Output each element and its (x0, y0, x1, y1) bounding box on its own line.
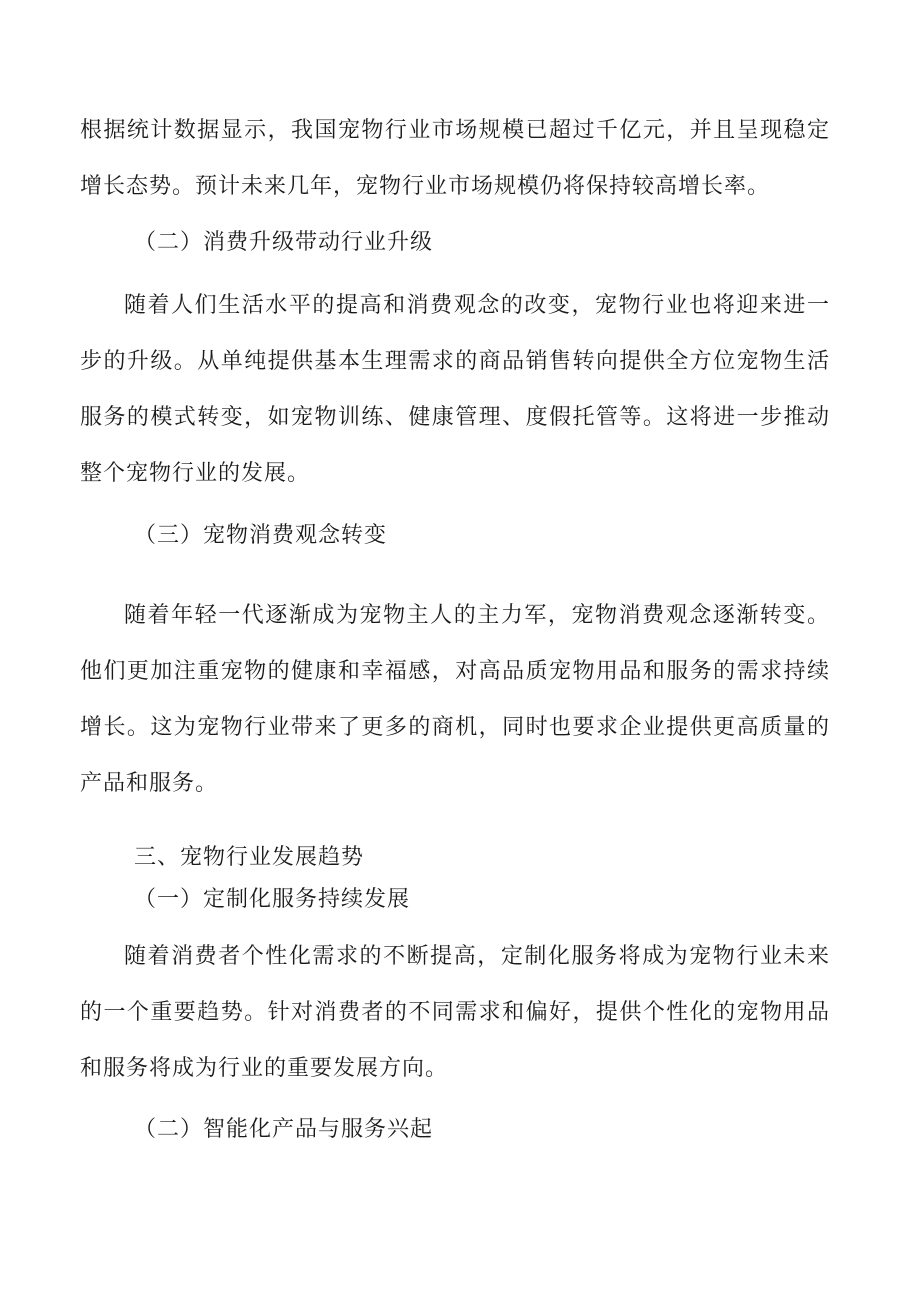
consumption-upgrade-paragraph: 随着人们生活水平的提高和消费观念的改变，宠物行业也将迎来进一步的升级。从单纯提供基本生理需求的商品销售转向提供全方位宠物生活服务的模式转变，如宠物训练、健康管理、度假托管等。这将进一步推动整个宠物行业的发展。 (80, 293, 830, 486)
heading-smart-products: （二）智能化产品与服务兴起 (134, 1117, 434, 1142)
intro-paragraph: 根据统计数据显示，我国宠物行业市场规模已超过千亿元，并且呈现稳定增长态势。预计未来几年，宠物行业市场规模仍将保持较高增长率。 (80, 118, 830, 199)
heading-consumption-upgrade: （二）消费升级带动行业升级 (134, 230, 434, 255)
consumption-concept-paragraph: 随着年轻一代逐渐成为宠物主人的主力军，宠物消费观念逐渐转变。他们更加注重宠物的健康和幸福感，对高品质宠物用品和服务的需求持续增长。这为宠物行业带来了更多的商机，同时也要求企业提供更高质量的产品和服务。 (80, 603, 830, 796)
customization-paragraph: 随着消费者个性化需求的不断提高，定制化服务将成为宠物行业未来的一个重要趋势。针对消费者的不同需求和偏好，提供个性化的宠物用品和服务将成为行业的重要发展方向。 (80, 944, 830, 1081)
section-title-trends: 三、宠物行业发展趋势 (134, 845, 365, 870)
heading-consumption-concept: （三）宠物消费观念转变 (134, 523, 388, 548)
heading-customization: （一）定制化服务持续发展 (134, 887, 411, 912)
